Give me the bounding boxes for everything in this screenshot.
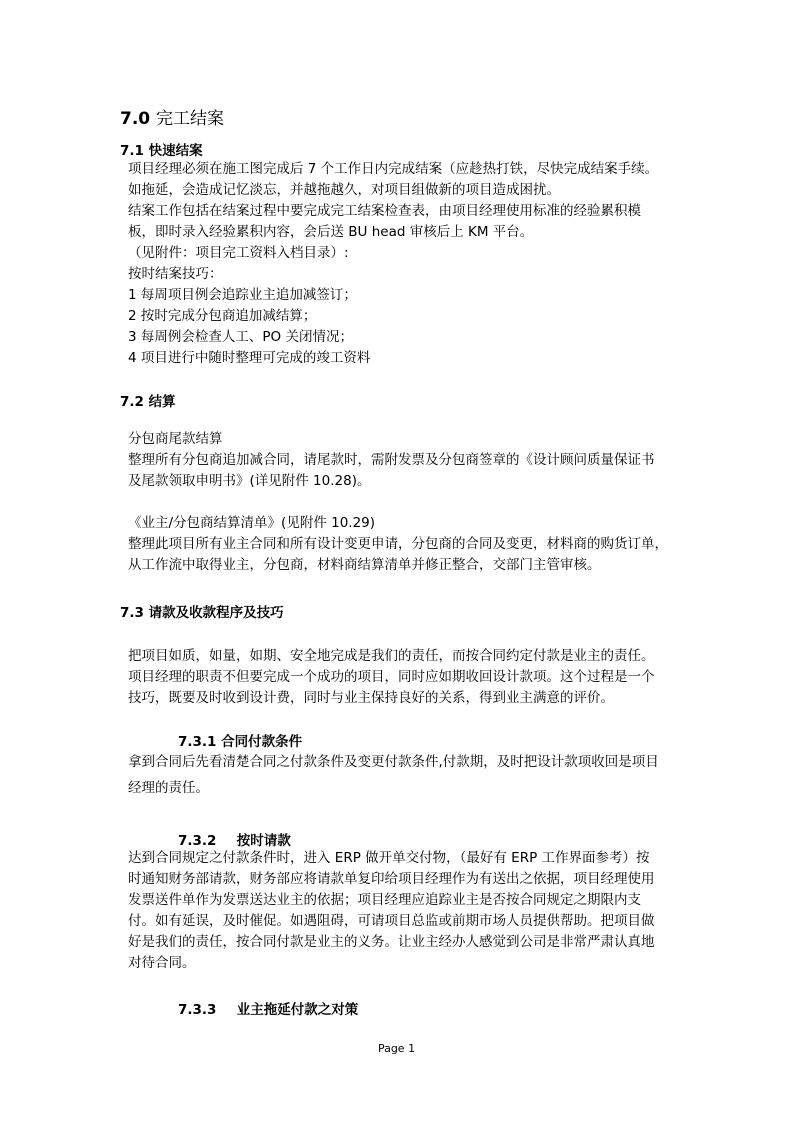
paragraph-line: 如拖延，会造成记忆淡忘，并越拖越久，对项目组做新的项目造成困扰。	[128, 182, 560, 198]
paragraph-line: 按时结案技巧：	[128, 266, 223, 282]
section-body-7-3-2	[128, 848, 676, 974]
section-body-7-3	[128, 646, 676, 709]
chapter-text: 完工结案	[156, 109, 225, 129]
paragraph-line: 把项目如质，如量，如期、安全地完成是我们的责任，而按合同约定付款是业主的责任。	[128, 648, 655, 664]
page-footer: Page 1	[377, 1042, 416, 1055]
paragraph-line: 技巧，既要及时收到设计费，同时与业主保持良好的关系，得到业主满意的评价。	[128, 690, 614, 706]
list-item: 4 项目进行中随时整理可完成的竣工资料	[128, 350, 371, 366]
paragraph-line: 从工作流中取得业主，分包商，材料商结算清单并修正整合，交部门主管审核。	[128, 557, 601, 573]
section-heading-7-3-1: 7.3.1 合同付款条件	[178, 734, 303, 750]
paragraph-line: 达到合同规定之付款条件时，进入 ERP 做开单交付物，（最好有 ERP 工作界面参考）按	[128, 850, 650, 866]
paragraph-line: 《业主/分包商结算清单》(见附件 10.29)	[128, 515, 376, 531]
chapter-title	[120, 104, 224, 129]
paragraph-line: 付。如有延误，及时催促。如遇阻碍，可请项目总监或前期市场人员提供帮助。把项目做	[128, 913, 655, 929]
paragraph-line: 时通知财务部请款，财务部应将请款单复印给项目经理作为有送出之依据，项目经理使用	[128, 871, 655, 887]
paragraph-line: 经理的责任。	[128, 780, 209, 796]
section-body-7-2-para1	[128, 429, 676, 492]
section-body-7-1	[128, 159, 676, 369]
paragraph-line: 整理所有分包商追加减合同，请尾款时，需附发票及分包商签章的《设计顾问质量保证书	[128, 452, 655, 468]
section-heading-7-3-2	[178, 829, 291, 849]
paragraph-line: 整理此项目所有业主合同和所有设计变更申请，分包商的合同及变更，材料商的购货订单，	[128, 536, 668, 552]
paragraph-line: 拿到合同后先看清楚合同之付款条件及变更付款条件,付款期，及时把设计款项收回是项目	[128, 754, 659, 770]
subsection-number: 7.3.2	[178, 833, 217, 849]
list-item: 1 每周项目例会追踪业主追加减签订；	[128, 287, 357, 303]
paragraph-line: 及尾款领取申明书》(详见附件 10.28)。	[128, 473, 371, 489]
paragraph-line: 发票送件单作为发票送达业主的依据；项目经理应追踪业主是否按合同规定之期限内支	[128, 892, 641, 908]
list-item: 3 每周例会检查人工、PO 关闭情况；	[128, 329, 353, 345]
section-body-7-3-1	[128, 749, 676, 801]
subsection-number: 7.3.3	[178, 1002, 217, 1018]
paragraph-line: 项目经理必须在施工图完成后 7 个工作日内完成结案（应趁热打铁，尽快完成结案手续。	[128, 161, 659, 177]
section-body-7-2-para2	[128, 513, 676, 576]
paragraph-line: 分包商尾款结算	[128, 431, 223, 447]
subsection-title: 按时请款	[236, 833, 291, 849]
list-item: 2 按时完成分包商追加减结算；	[128, 308, 317, 324]
chapter-number: 7.0	[120, 109, 151, 129]
subsection-title: 业主拖延付款之对策	[236, 1002, 359, 1018]
paragraph-line: 板，即时录入经验累积内容，会后送 BU head 审核后上 KM 平台。	[128, 224, 534, 240]
paragraph-line: 结案工作包括在结案过程中要完成完工结案检查表，由项目经理使用标准的经验累积模	[128, 203, 641, 219]
paragraph-line: 项目经理的职责不但要完成一个成功的项目，同时应如期收回设计款项。这个过程是一个	[128, 669, 655, 685]
paragraph-line: 对待合同。	[128, 955, 196, 971]
paragraph-line: （见附件：项目完工资料入档目录）:	[128, 245, 349, 261]
section-heading-7-3: 7.3 请款及收款程序及技巧	[120, 605, 284, 621]
section-heading-7-3-3	[178, 998, 358, 1018]
section-heading-7-1: 7.1 快速结案	[120, 143, 203, 159]
paragraph-line: 好是我们的责任，按合同付款是业主的义务。让业主经办人感觉到公司是非常严肃认真地	[128, 934, 655, 950]
section-heading-7-2: 7.2 结算	[120, 394, 176, 410]
